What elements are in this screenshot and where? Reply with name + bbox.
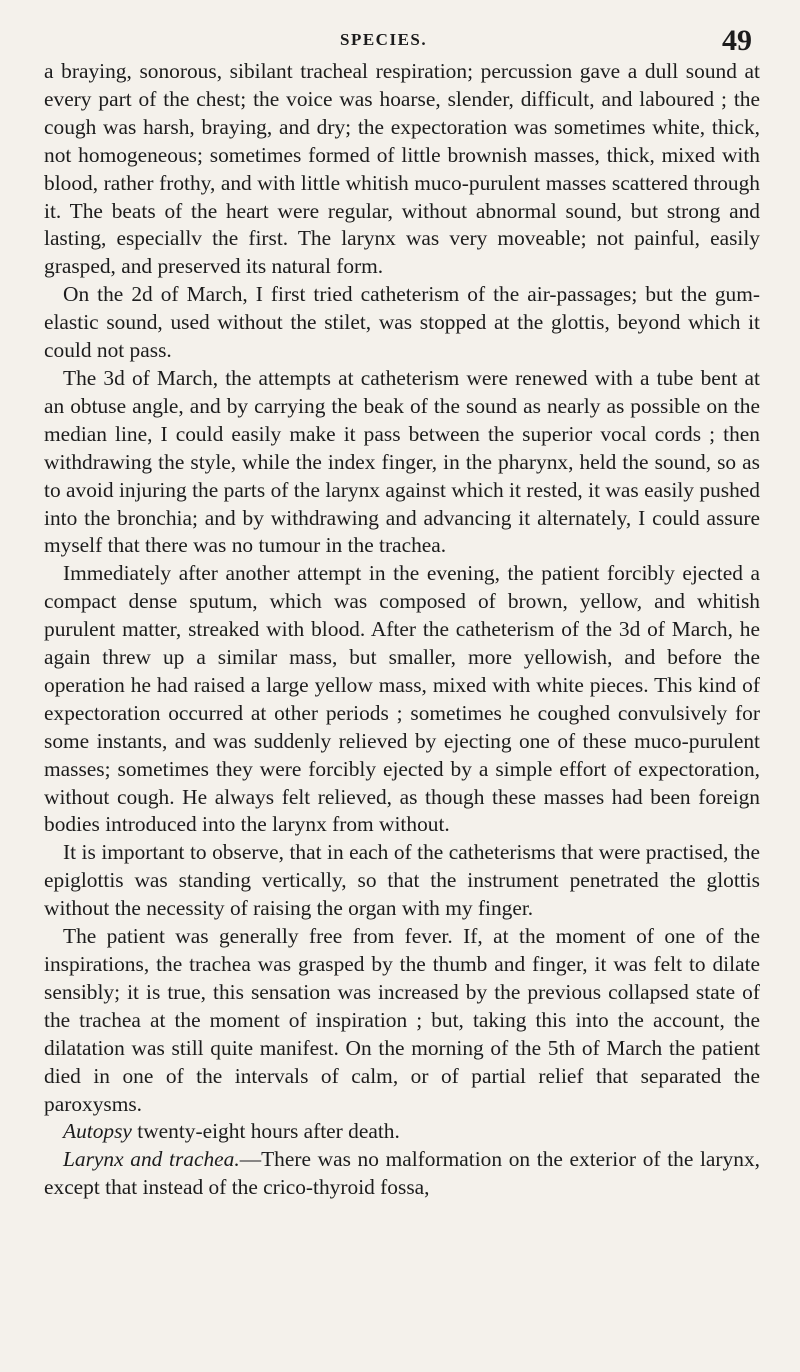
autopsy-text: twenty-eight hours after death. [131, 1119, 400, 1144]
running-head-title: SPECIES. [340, 30, 428, 49]
paragraph-5: It is important to observe, that in each of the catheterisms that were practised, the epiglottis was standing vertically, so that the instrument penetrated the glottis without the necessity of raising the organ with my finger. [44, 840, 760, 921]
larynx-text: —There was no malformation on the exterior of the larynx, except that instead of the crico-thyroid fossa, [44, 1147, 760, 1200]
larynx-paragraph [44, 1146, 760, 1202]
paragraph-4: Immediately after another attempt in the evening, the patient forcibly ejected a compact dense sputum, which was composed of brown, yellow, and whitish purulent matter, streaked with blood. After the catheterism of the 3d of March, he again threw up a similar mass, but smaller, more yellowish, and before the operation he had raised a large yellow mass, mixed with white pieces. This kind of expectoration occurred at other periods ; sometimes he coughed convulsively for some instants, and was suddenly relieved by ejecting one of these muco-purulent masses; sometimes they were forcibly ejected by a simple effort of expectoration, without cough. He always felt relieved, as though these masses had been foreign bodies introduced into the larynx from without. [44, 561, 760, 837]
larynx-label: Larynx and trachea. [63, 1147, 240, 1172]
paragraph-3: The 3d of March, the attempts at catheterism were renewed with a tube bent at an obtuse angle, and by carrying the beak of the sound as nearly as possible on the median line, I could easily make it pass between the superior vocal cords ; then withdrawing the style, while the index finger, in the pharynx, held the sound, so as to avoid injuring the parts of the larynx against which it rested, it was easily pushed into the bronchia; and by withdrawing and advancing it alternately, I could assure myself that there was no tumour in the trachea. [44, 365, 760, 558]
paragraph-1: a braying, sonorous, sibilant tracheal respiration; percussion gave a dull sound at every part of the chest; the voice was hoarse, slender, difficult, and laboured ; the cough was harsh, braying, and dry; the expectoration was sometimes white, thick, not homogeneous; sometimes formed of little brownish masses, thick, mixed with blood, rather frothy, and with little whitish muco-purulent masses scattered through it. The beats of the heart were regular, without abnormal sound, but strong and lasting, especiallv the first. The larynx was very moveable; not painful, easily grasped, and preserved its natural form. [44, 59, 760, 279]
autopsy-label: Autopsy [63, 1119, 132, 1144]
paragraph-2: On the 2d of March, I first tried catheterism of the air-passages; but the gum-elastic sound, used without the stilet, was stopped at the glottis, beyond which it could not pass. [44, 282, 760, 363]
autopsy-paragraph [44, 1118, 760, 1146]
body-text [44, 58, 760, 1202]
running-head [0, 26, 800, 56]
paragraph-6: The patient was generally free from fever. If, at the moment of one of the inspirations, the trachea was grasped by the thumb and finger, it was felt to dilate sensibly; it is true, this sensation was increased by the previous collapsed state of the trachea at the moment of inspiration ; but, taking this into the account, the dilatation was still quite manifest. On the morning of the 5th of March the patient died in one of the intervals of calm, or of partial relief that separated the paroxysms. [44, 924, 760, 1116]
page-number: 49 [722, 24, 752, 57]
